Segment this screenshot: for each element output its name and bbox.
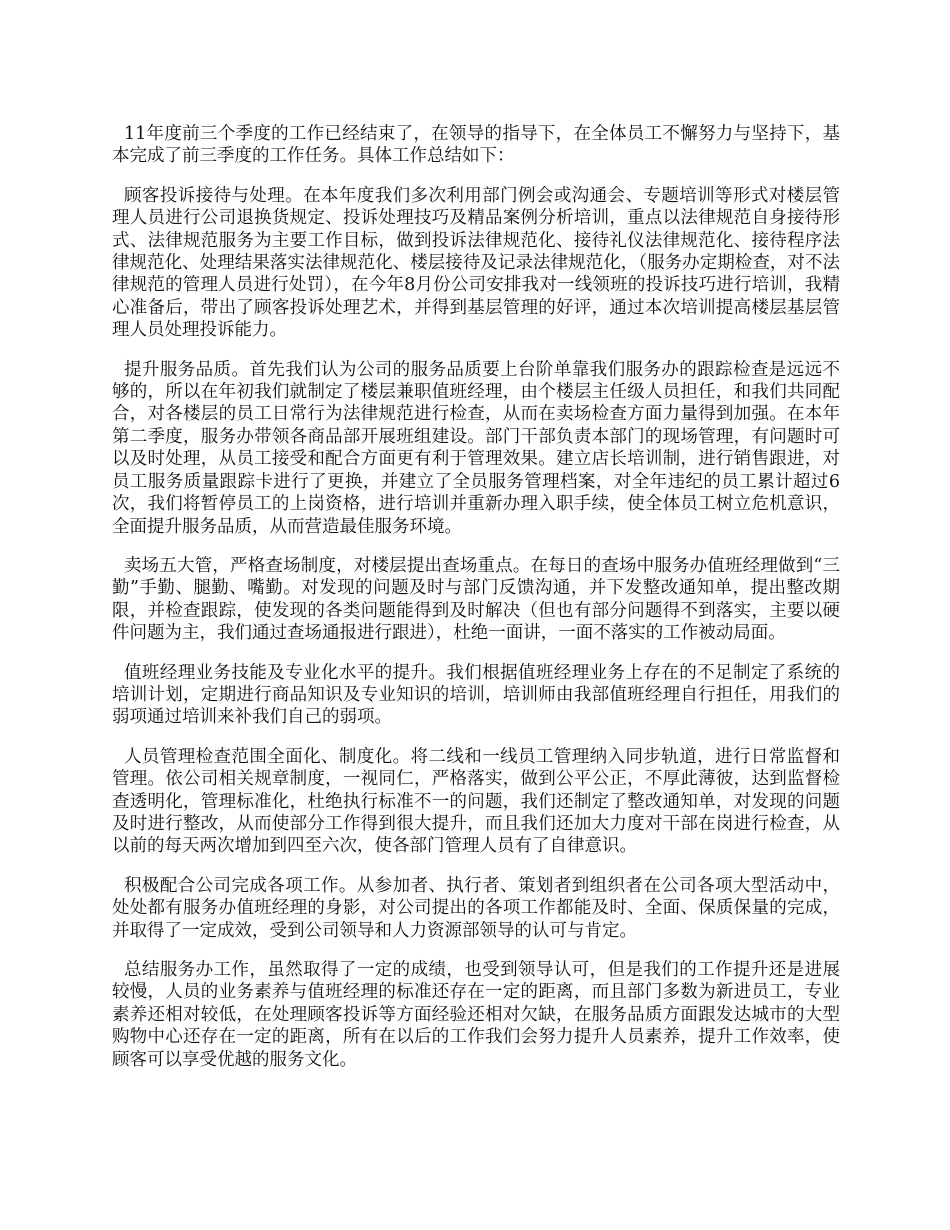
paragraph-summary: 总结服务办工作，虽然取得了一定的成绩，也受到领导认可，但是我们的工作提升还是进展较慢，人员的业务素养与值班经理的标准还存在一定的距离，而且部门多数为新进员工，专业素养还相对较低，在处理顾客投诉等方面经验还相对欠缺，在服务品质方面跟发达城市的大型购物中心还存在一定的距离，所有在以后的工作我们会努力提升人员素养，提升工作效率，使顾客可以享受优越的服务文化。: [112, 960, 840, 1070]
paragraph-service-quality: 提升服务品质。首先我们认为公司的服务品质要上台阶单靠我们服务办的跟踪检查是远远不够的，所以在年初我们就制定了楼层兼职值班经理，由个楼层主任级人员担任，和我们共同配合，对各楼层的员工日常行为法律规范进行检查，从而在卖场检查方面力量得到加强。在本年第二季度，服务办带领各商品部开展班组建设。部门干部负责本部门的现场管理，有问题时可以及时处理，从员工接受和配合方面更有利于管理效果。建立店长培训制，进行销售跟进，对员工服务质量跟踪卡进行了更换，并建立了全员服务管理档案，对全年违纪的员工累计超过6次，我们将暂停员工的上岗资格，进行培训并重新办理入职手续，使全体员工树立危机意识，全面提升服务品质，从而营造最佳服务环境。: [112, 359, 840, 537]
document-body: [112, 123, 840, 1088]
paragraph-intro: 11年度前三个季度的工作已经结束了，在领导的指导下，在全体员工不懈努力与坚持下，基本完成了前三季度的工作任务。具体工作总结如下：: [112, 124, 840, 167]
paragraph-store-inspection: 卖场五大管，严格查场制度，对楼层提出查场重点。在每日的查场中服务办值班经理做到“三勤”手勤、腿勤、嘴勤。对发现的问题及时与部门反馈沟通，并下发整改通知单，提出整改期限，并检查跟踪，使发现的各类问题能得到及时解决（但也有部分问题得不到落实，主要以硬件问题为主，我们通过查场通报进行跟进），杜绝一面讲，一面不落实的工作被动局面。: [112, 555, 840, 644]
paragraph-company-cooperation: 积极配合公司完成各项工作。从参加者、执行者、策划者到组织者在公司各项大型活动中，处处都有服务办值班经理的身影，对公司提出的各项工作都能及时、全面、保质保量的完成，并取得了一定成效，受到公司领导和人力资源部领导的认可与肯定。: [112, 875, 840, 941]
paragraph-complaint-handling: 顾客投诉接待与处理。在本年度我们多次利用部门例会或沟通会、专题培训等形式对楼层管理人员进行公司退换货规定、投诉处理技巧及精品案例分析培训，重点以法律规范自身接待形式、法律规范服务为主要工作目标，做到投诉法律规范化、接待礼仪法律规范化、接待程序法律规范化、处理结果落实法律规范化、楼层接待及记录法律规范化，（服务办定期检查，对不法律规范的管理人员进行处罚），在今年8月份公司安排我对一线领班的投诉技巧进行培训，我精心准备后，带出了顾客投诉处理艺术，并得到基层管理的好评，通过本次培训提高楼层基层管理人员处理投诉能力。: [112, 185, 840, 341]
paragraph-staff-management: 人员管理检查范围全面化、制度化。将二线和一线员工管理纳入同步轨道，进行日常监督和管理。依公司相关规章制度，一视同仁，严格落实，做到公平公正，不厚此薄彼，达到监督检查透明化，管理标准化，杜绝执行标准不一的问题，我们还制定了整改通知单，对发现的问题及时进行整改，从而使部分工作得到很大提升，而且我们还加大力度对干部在岗进行检查，从以前的每天两次增加到四至六次，使各部门管理人员有了自律意识。: [112, 746, 840, 857]
paragraph-duty-manager-skills: 值班经理业务技能及专业化水平的提升。我们根据值班经理业务上存在的不足制定了系统的培训计划，定期进行商品知识及专业知识的培训，培训师由我部值班经理自行担任，用我们的弱项通过培训来补我们自己的弱项。: [112, 662, 840, 728]
